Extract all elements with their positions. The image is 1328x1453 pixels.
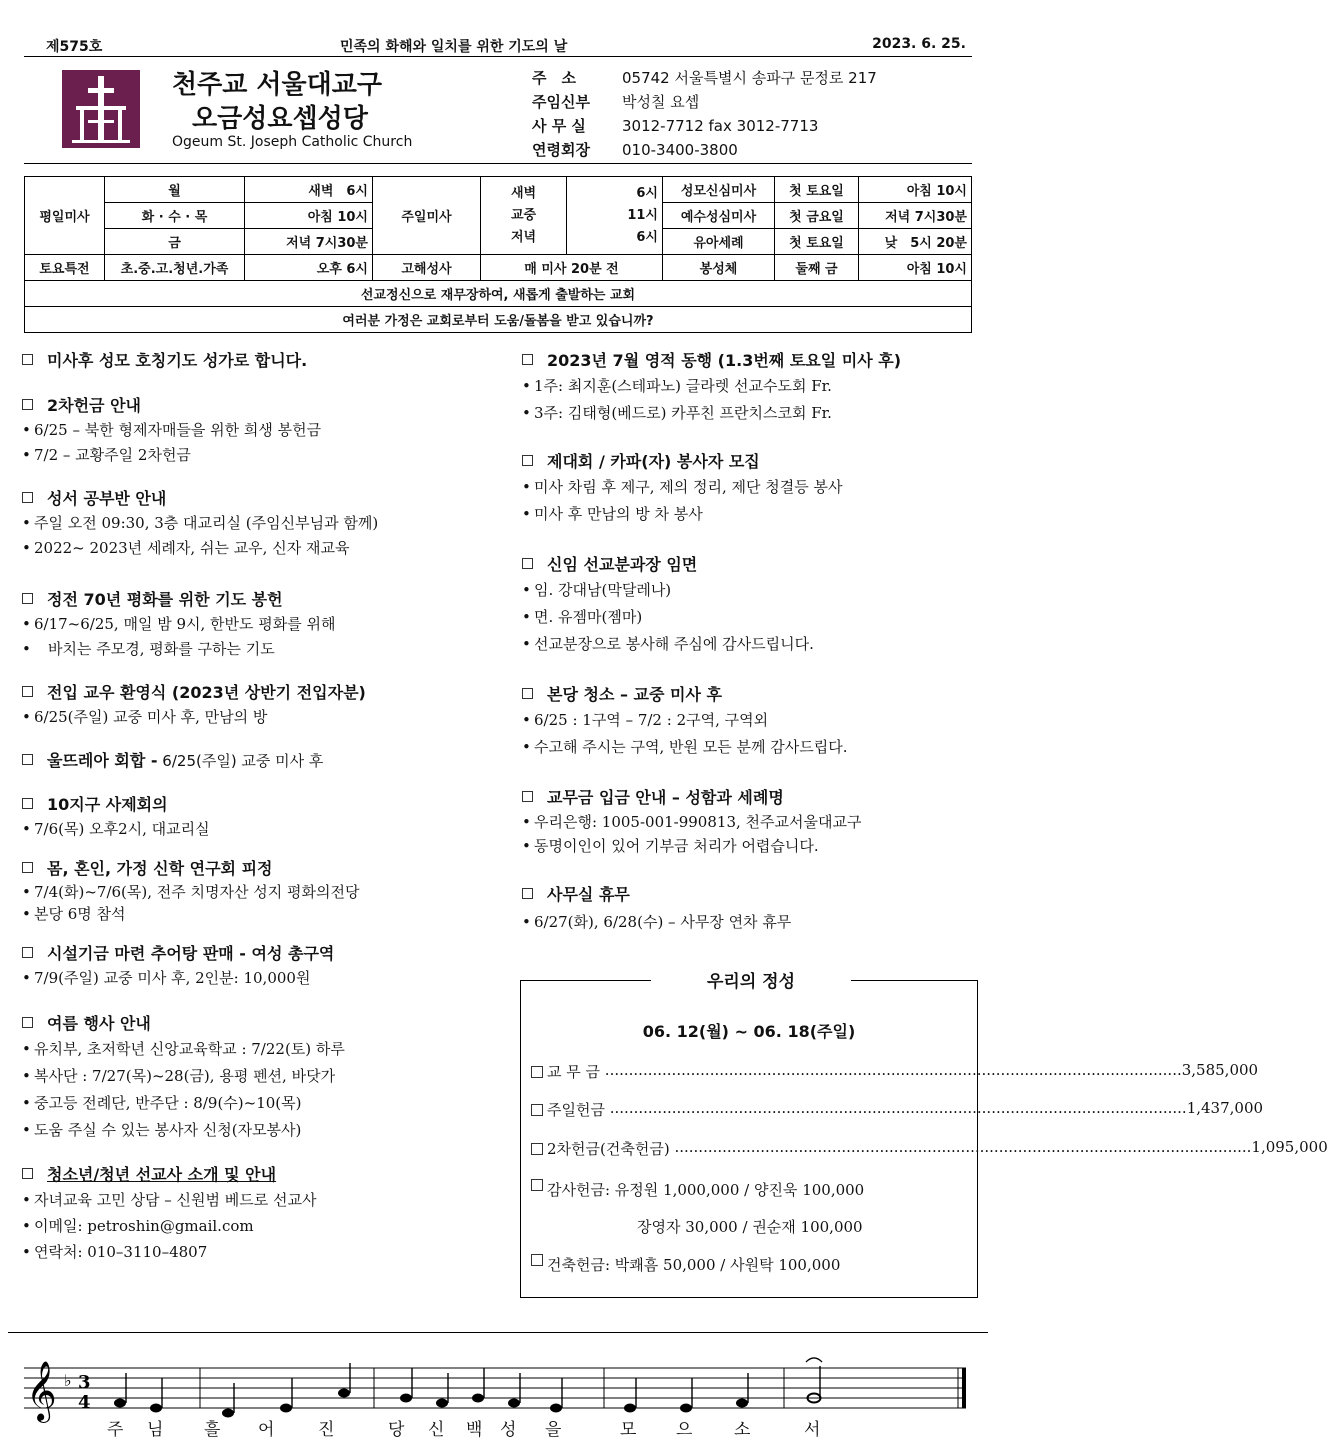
church-english-name: Ogeum St. Joseph Catholic Church: [172, 134, 413, 150]
lyric-syllable: 모: [620, 1420, 637, 1440]
list-item: • 7/2 – 교황주일 2차헌금: [22, 443, 510, 468]
list-item: • 수고해 주시는 구역, 반원 모든 분께 감사드립다.: [522, 734, 982, 761]
notice-title-text: 10지구 사제회의: [47, 795, 168, 814]
diocese-name: 천주교 서울대교구: [172, 70, 382, 100]
notice-title: [522, 348, 982, 373]
notice-section: [22, 748, 510, 774]
offering-line: [531, 1099, 1264, 1120]
notice-section: [522, 882, 982, 937]
sunday-mass-label: 주일미사: [373, 177, 481, 255]
parish-motto: 선교정신으로 재무장하여, 새롭게 출발하는 교회: [25, 281, 972, 307]
list-item: • 임. 강대남(막달레나): [522, 577, 982, 604]
notice-title: [522, 682, 982, 707]
info-key: 주임신부: [532, 93, 590, 111]
list-item: • 6/25 – 북한 형제자매들을 위한 희생 봉헌금: [22, 418, 510, 443]
sunday-mass-names: [481, 177, 567, 255]
list-item: • 주일 오전 09:30, 3층 대교리실 (주임신부님과 함께): [22, 511, 510, 536]
schedule-cell: 예수성심미사: [663, 203, 775, 229]
schedule-cell: 월: [105, 177, 245, 203]
schedule-cell: 성모신심미사: [663, 177, 775, 203]
notice-section: [22, 792, 510, 842]
notice-title: [22, 1011, 510, 1036]
notice-title-text: 2차헌금 안내: [47, 396, 141, 415]
schedule-cell: 봉성체: [663, 255, 775, 281]
list-item: • 7/6(목) 오후2시, 대교리실: [22, 817, 510, 842]
offering-label: 2차헌금(건축헌금): [547, 1140, 670, 1158]
notice-title-text: 제대회 / 카파(자) 봉사자 모집: [547, 452, 760, 471]
list-item-text: 바치는 주모경, 평화를 구하는 기도: [48, 640, 275, 658]
schedule-cell: 토요특전: [25, 255, 105, 281]
checkbox-icon: [531, 1143, 543, 1155]
schedule-cell: 첫 토요일: [775, 177, 859, 203]
email-item: • 이메일: petroshin@gmail.com: [22, 1213, 510, 1239]
notice-title-text: 사무실 휴무: [547, 885, 630, 904]
list-item: • 1주: 최지훈(스테파노) 글라렛 선교수도회 Fr.: [522, 373, 982, 400]
list-item: • 7/4(화)~7/6(목), 전주 치명자산 성지 평화의전당: [22, 881, 510, 903]
weekday-mass-label: 평일미사: [25, 177, 105, 255]
info-value: 05742 서울특별시 송파구 문정로 217: [622, 69, 877, 87]
schedule-cell: 첫 금요일: [775, 203, 859, 229]
lyric-syllable: 으: [676, 1420, 693, 1440]
mass-schedule-table: [24, 176, 972, 333]
list-item: [22, 637, 510, 662]
lyric-syllable: 서: [804, 1420, 821, 1440]
list-item: • 6/27(화), 6/28(수) – 사무장 연차 휴무: [522, 907, 982, 937]
list-item: • 6/25(주일) 교중 미사 후, 만남의 방: [22, 705, 510, 730]
building-offering: [531, 1254, 967, 1275]
checkbox-icon: [522, 455, 533, 466]
notice-title: [22, 748, 510, 774]
issue-date: 2023. 6. 25.: [872, 36, 966, 52]
notice-section: [22, 1162, 510, 1265]
offering-week: 06. 12(월) ~ 06. 18(주일): [642, 1022, 856, 1041]
left-column: [22, 348, 510, 1265]
checkbox-icon: [22, 492, 33, 503]
schedule-cell: 새벽: [510, 185, 537, 201]
schedule-cell: 저녁 7시30분: [859, 203, 972, 229]
checkbox-icon: [522, 354, 533, 365]
leader-dots: .........................................................................................................................: [609, 1099, 1187, 1117]
checkbox-icon: [22, 593, 33, 604]
schedule-cell: 교중: [510, 207, 537, 223]
schedule-cell: 고해성사: [373, 255, 481, 281]
info-key: 주 소: [532, 69, 576, 87]
checkbox-icon: [531, 1104, 543, 1116]
schedule-cell: 저녁 7시30분: [245, 229, 373, 255]
list-item: • 유치부, 초저학년 신앙교육학교 : 7/22(토) 하루: [22, 1036, 510, 1063]
schedule-cell: 저녁: [510, 229, 537, 245]
offering-label: 주일헌금: [547, 1101, 605, 1119]
offering-label: 교 무 금: [547, 1063, 601, 1081]
checkbox-icon: [22, 754, 33, 765]
svg-text:4: 4: [78, 1392, 91, 1413]
notice-title-text: 교무금 입금 안내 – 성함과 세례명: [547, 788, 784, 807]
checkbox-icon: [531, 1254, 543, 1266]
info-value: 3012-7712 fax 3012-7713: [622, 117, 819, 135]
divider: [24, 56, 972, 57]
lyric-syllable: 성: [500, 1420, 517, 1440]
offering-box: [520, 972, 1328, 1298]
offering-amount: 1,437,000: [1186, 1099, 1264, 1117]
notice-section: [522, 348, 982, 427]
list-item: • 2022~ 2023년 세례자, 쉬는 교우, 신자 재교육: [22, 536, 510, 561]
notice-section: [22, 348, 510, 373]
list-item: • 자녀교육 고민 상담 – 신원범 베드로 선교사: [22, 1187, 510, 1213]
right-column: [522, 348, 982, 937]
notice-section: [522, 552, 982, 658]
schedule-cell: 금: [105, 229, 245, 255]
church-logo: [62, 70, 140, 148]
checkbox-icon: [522, 791, 533, 802]
church-name: 오금성요셉성당: [192, 104, 368, 134]
leader-dots: .........................................................................................................................: [604, 1061, 1182, 1079]
schedule-cell: 낮 5시 20분: [859, 229, 972, 255]
notice-section: [22, 587, 510, 662]
svg-text:♭: ♭: [64, 1371, 72, 1390]
offering-amount: 3,585,000: [1181, 1061, 1259, 1079]
notice-title-text: 정전 70년 평화를 위한 기도 봉헌: [47, 590, 283, 609]
notice-title-text: 전입 교우 환영식 (2023년 상반기 전입자분): [47, 683, 366, 702]
info-key: 사 무 실: [532, 117, 586, 135]
svg-text:𝄞: 𝄞: [26, 1361, 57, 1421]
list-item: • 6/25 : 1구역 – 7/2 : 2구역, 구역외: [522, 707, 982, 734]
notice-section: [22, 941, 510, 991]
lyric-syllable: 님: [147, 1420, 164, 1440]
notice-title: [22, 393, 510, 418]
list-item: • 면. 유젬마(젬마): [522, 604, 982, 631]
leader-dots: .........................................................................................................................: [674, 1138, 1252, 1156]
checkbox-icon: [522, 558, 533, 569]
checkbox-icon: [22, 686, 33, 697]
checkbox-icon: [22, 1017, 33, 1028]
notice-section: [22, 1011, 510, 1144]
thanks-offering-text: 감사헌금: 유정원 1,000,000 / 양진욱 100,000: [547, 1181, 865, 1199]
notice-title: [522, 882, 982, 907]
list-item: • 본당 6명 참석: [22, 903, 510, 925]
lyric-syllable: 진: [318, 1420, 335, 1440]
notice-section: [22, 393, 510, 468]
checkbox-icon: [22, 1168, 33, 1179]
schedule-cell: 아침 10시: [859, 177, 972, 203]
schedule-cell: 화 · 수 · 목: [105, 203, 245, 229]
notice-section: [22, 680, 510, 730]
checkbox-icon: [522, 688, 533, 699]
offering-amount: 1,095,000: [1251, 1138, 1328, 1156]
list-item: • 6/17~6/25, 매일 밤 9시, 한반도 평화를 위해: [22, 612, 510, 637]
parish-question: 여러분 가정은 교회로부터 도움/돌봄을 받고 있습니까?: [25, 307, 972, 333]
notice-title: [522, 449, 982, 474]
notice-title: [22, 792, 510, 817]
hymn-lyrics: [0, 1415, 992, 1439]
thanks-offering-cont: 장영자 30,000 / 권순재 100,000: [637, 1218, 863, 1236]
checkbox-icon: [531, 1179, 543, 1191]
schedule-cell: 새벽 6시: [245, 177, 373, 203]
checkbox-icon: [22, 798, 33, 809]
info-value: 박성칠 요셉: [622, 93, 700, 111]
lyric-syllable: 흘: [204, 1420, 221, 1440]
lyric-syllable: 백: [466, 1420, 483, 1440]
info-value: 010-3400-3800: [622, 141, 738, 159]
lyric-syllable: 어: [258, 1420, 275, 1440]
notice-title: [22, 1162, 510, 1187]
list-item: • 3주: 김태형(베드로) 카푸친 프란치스코회 Fr.: [522, 400, 982, 427]
list-item: • 복사단 : 7/27(목)~28(금), 용평 펜션, 바닷가: [22, 1063, 510, 1090]
notice-title-text: 청소년/청년 선교사 소개 및 안내: [47, 1165, 277, 1184]
info-key: 연령회장: [532, 141, 590, 159]
notice-title: [22, 680, 510, 705]
notice-title-text: 미사후 성모 호칭기도 성가로 합니다.: [47, 351, 308, 370]
thanks-offering: [531, 1179, 967, 1200]
list-item: • 선교분장으로 봉사해 주심에 감사드립니다.: [522, 631, 982, 658]
schedule-cell: 둘째 금: [775, 255, 859, 281]
notice-title: [22, 856, 510, 881]
list-item: • 미사 후 만남의 방 차 봉사: [522, 501, 982, 528]
checkbox-icon: [531, 1066, 543, 1078]
building-offering-text: 건축헌금: 박쾌흠 50,000 / 사원탁 100,000: [547, 1256, 841, 1274]
list-item: • 미사 차림 후 제구, 제의 정리, 제단 청결등 봉사: [522, 474, 982, 501]
notice-title-tail: 6/25(주일) 교중 미사 후: [157, 752, 324, 770]
lyric-syllable: 주: [107, 1420, 124, 1440]
notice-title-text: 몸, 혼인, 가정 신학 연구회 피정: [47, 859, 273, 878]
theme-title: 민족의 화해와 일치를 위한 기도의 날: [340, 39, 568, 55]
notice-section: [22, 486, 510, 561]
notice-title: [22, 348, 510, 373]
lyric-syllable: 당: [388, 1420, 405, 1440]
notice-title-text: 본당 청소 – 교중 미사 후: [547, 685, 722, 704]
lyric-syllable: 소: [734, 1420, 751, 1440]
schedule-cell: 6시: [636, 185, 658, 201]
notice-title-text: 울뜨레아 회합 -: [47, 751, 158, 770]
checkbox-icon: [522, 888, 533, 899]
church-info: [532, 66, 877, 162]
schedule-cell: 11시: [627, 207, 658, 223]
issue-number: 제575호: [46, 39, 103, 55]
sunday-mass-times: [567, 177, 663, 255]
top-bar: [30, 36, 972, 54]
divider: [8, 1332, 988, 1333]
notice-title: [22, 486, 510, 511]
notice-section: [522, 785, 982, 858]
phone-item: • 연락처: 010–3110–4807: [22, 1239, 510, 1265]
notice-title: [22, 587, 510, 612]
list-item: • 동명이인이 있어 기부금 처리가 어렵습니다.: [522, 834, 982, 858]
list-item: • 7/9(주일) 교중 미사 후, 2인분: 10,000원: [22, 966, 510, 991]
svg-text:3: 3: [78, 1372, 91, 1393]
music-staff: [24, 1360, 974, 1420]
schedule-cell: 초.중.고.청년.가족: [105, 255, 245, 281]
notice-title-text: 신임 선교분과장 임면: [547, 555, 698, 574]
schedule-cell: 유아세례: [663, 229, 775, 255]
notice-title: [522, 785, 982, 810]
notice-title: [522, 552, 982, 577]
offering-title: 우리의 정성: [651, 967, 851, 992]
notice-section: [522, 682, 982, 761]
checkbox-icon: [22, 354, 33, 365]
schedule-cell: 아침 10시: [245, 203, 373, 229]
notice-title-text: 시설기금 마련 추어탕 판매 - 여성 총구역: [47, 944, 335, 963]
checkbox-icon: [22, 399, 33, 410]
notice-title-text: 2023년 7월 영적 동행 (1.3번째 토요일 미사 후): [547, 351, 902, 370]
schedule-cell: 첫 토요일: [775, 229, 859, 255]
schedule-cell: 오후 6시: [245, 255, 373, 281]
notice-title-text: 여름 행사 안내: [47, 1014, 151, 1033]
checkbox-icon: [22, 947, 33, 958]
list-item: • 우리은행: 1005-001-990813, 천주교서울대교구: [522, 810, 982, 834]
schedule-cell: 매 미사 20분 전: [481, 255, 663, 281]
notice-title-text: 성서 공부반 안내: [47, 489, 167, 508]
checkbox-icon: [22, 862, 33, 873]
list-item: • 중고등 전례단, 반주단 : 8/9(수)~10(목): [22, 1090, 510, 1117]
lyric-syllable: 을: [545, 1420, 562, 1440]
schedule-cell: 6시: [636, 229, 658, 245]
offering-line: [531, 1061, 1259, 1082]
notice-section: [522, 449, 982, 528]
notice-section: [22, 856, 510, 925]
divider: [24, 163, 972, 164]
notice-title: [22, 941, 510, 966]
lyric-syllable: 신: [428, 1420, 445, 1440]
list-item: • 도움 주실 수 있는 봉사자 신청(자모봉사): [22, 1117, 510, 1144]
schedule-cell: 아침 10시: [859, 255, 972, 281]
offering-line: [531, 1138, 1328, 1159]
